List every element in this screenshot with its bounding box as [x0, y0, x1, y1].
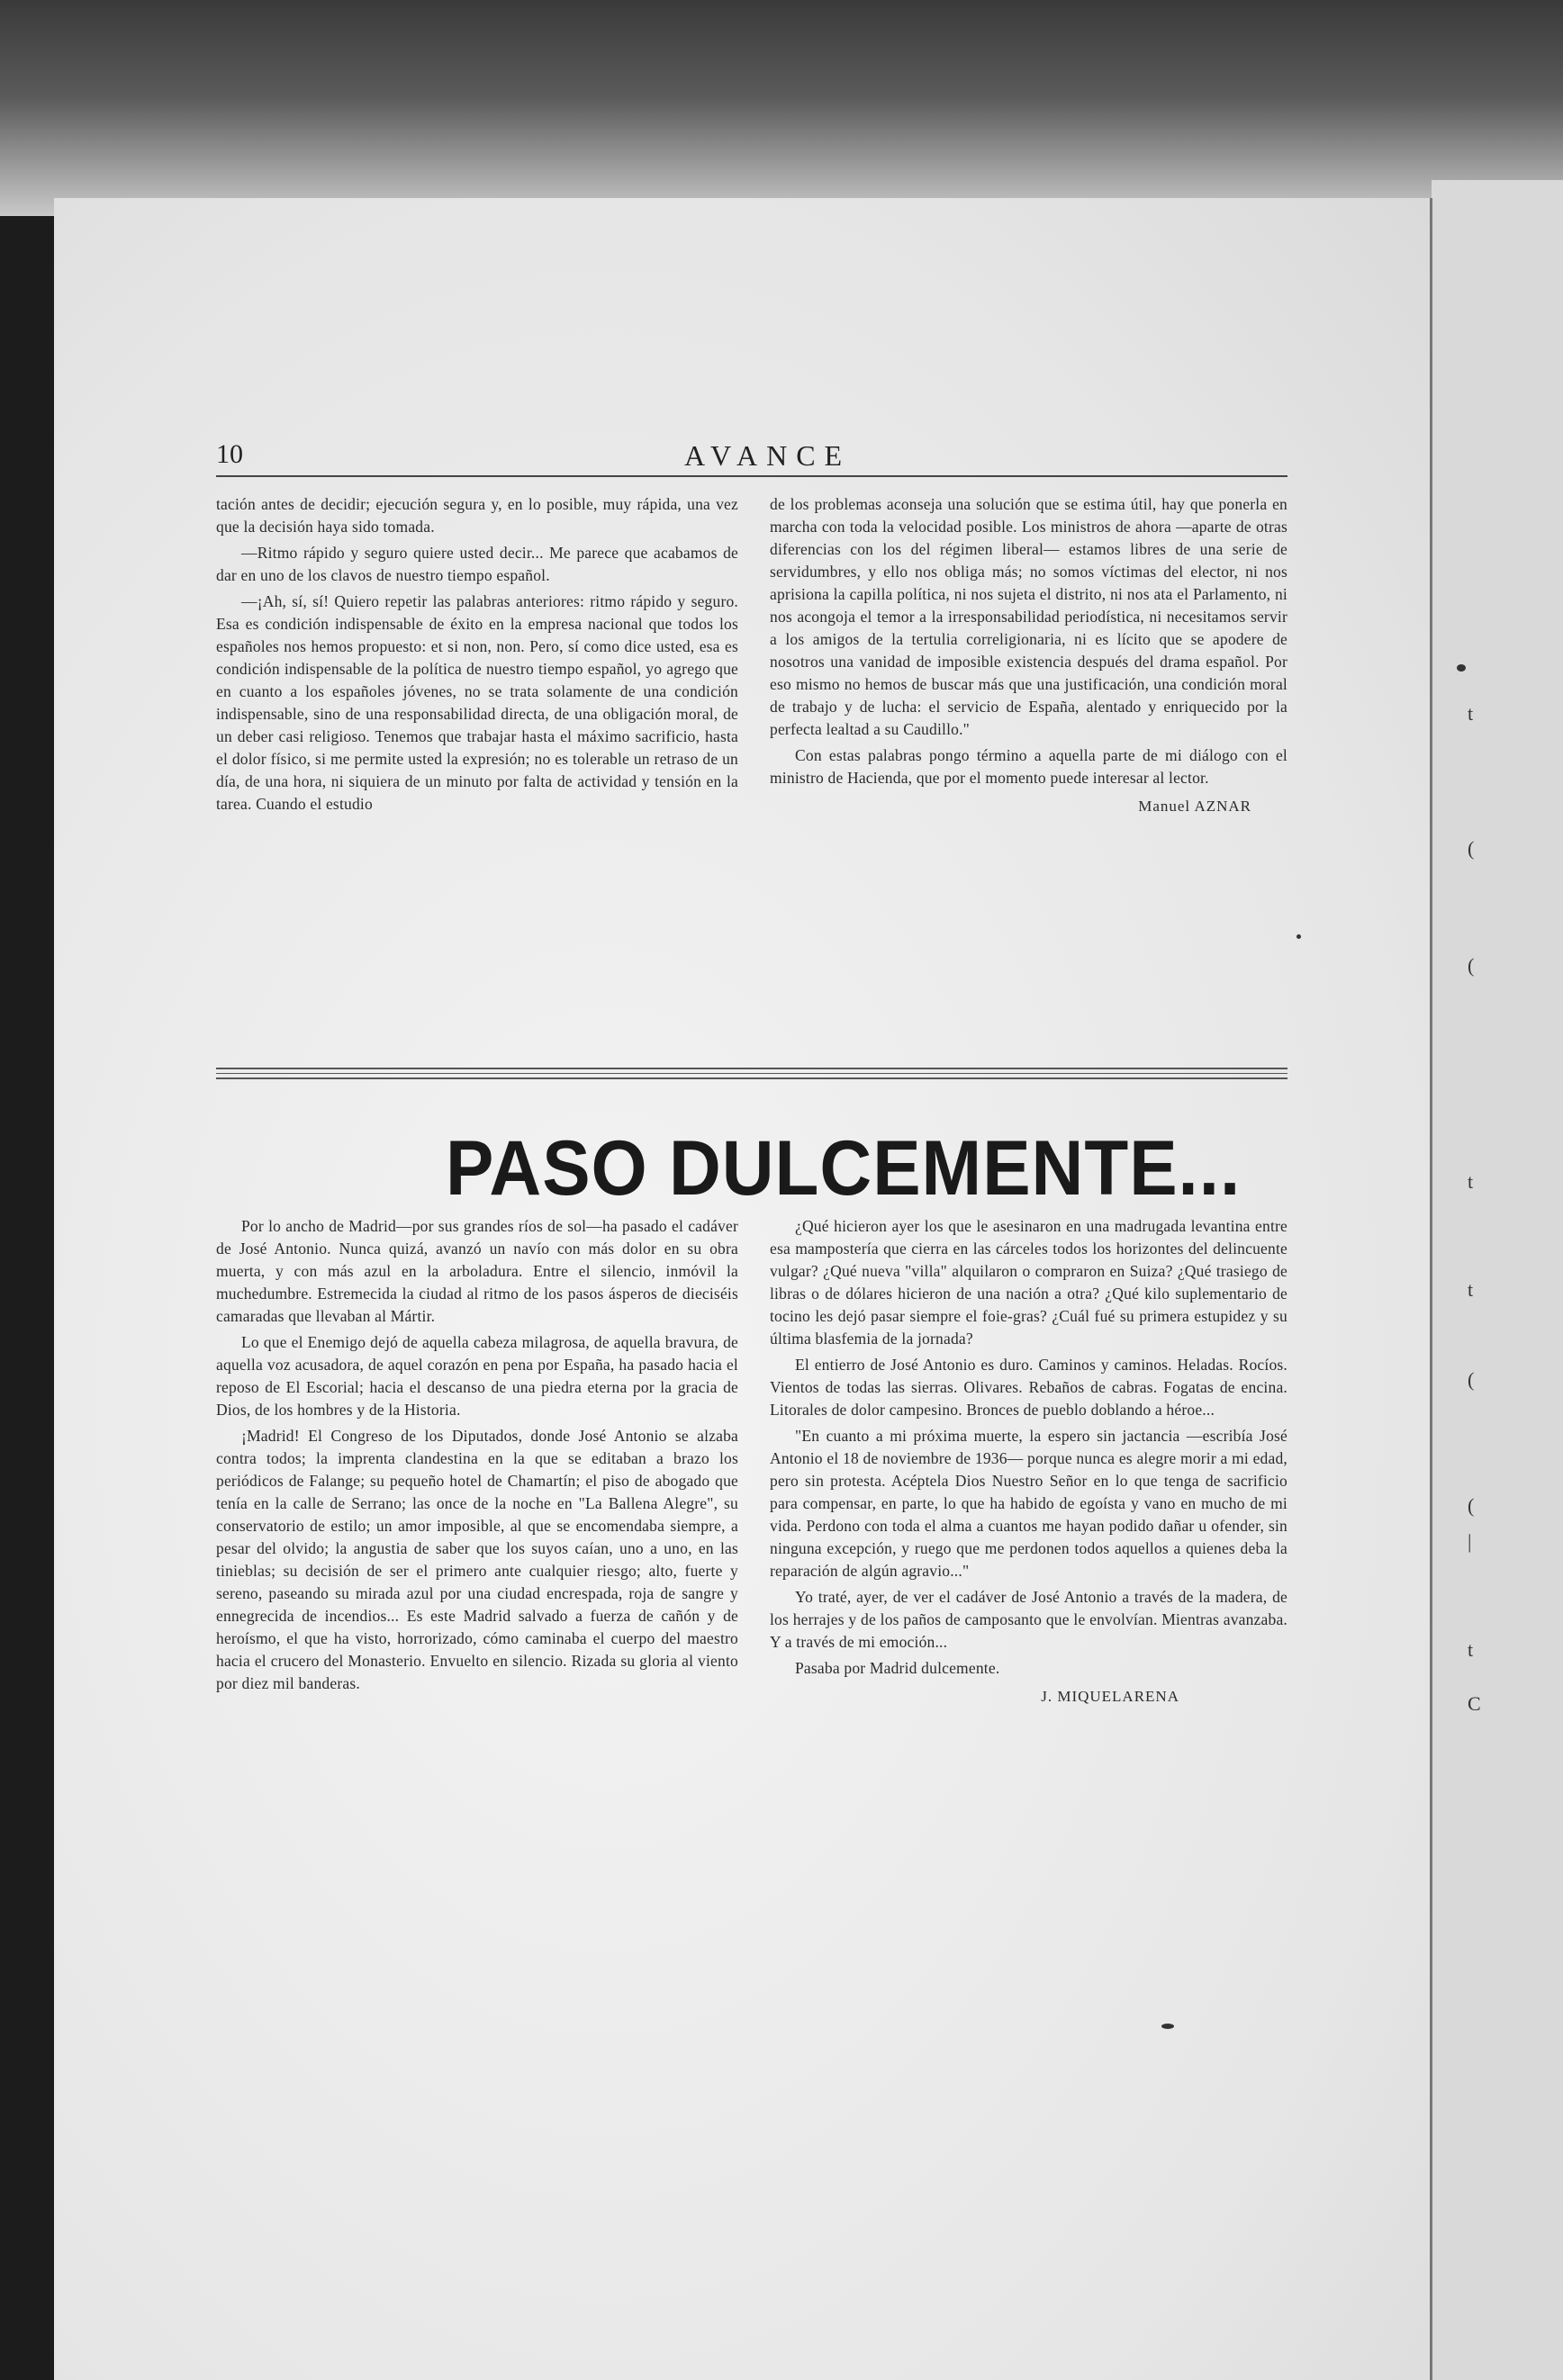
- adjacent-page-text-fragment: [1441, 630, 1549, 1890]
- article1-left-column: [216, 493, 738, 819]
- paragraph: Con estas palabras pongo término a aquella parte de mi diálogo con el ministro de Hacienda, que por el momento puede interesar al lector.: [770, 746, 1287, 787]
- fragment-letter: t: [1468, 702, 1474, 725]
- article2-headline: PASO DULCEMENTE...: [446, 1124, 1242, 1212]
- separator-rule: [216, 1068, 1287, 1069]
- fragment-letter: (: [1468, 837, 1475, 860]
- paragraph: Yo traté, ayer, de ver el cadáver de José Antonio a través de la madera, de los herrajes y de los paños de camposanto que le envolvían. Mientras avanzaba. Y a través de mi emoción...: [770, 1588, 1287, 1651]
- fragment-letter: t: [1468, 1170, 1474, 1193]
- paragraph: Lo que el Enemigo dejó de aquella cabeza milagrosa, de aquella bravura, de aquella voz acusadora, de aquel corazón en pena por España, ha pasado hacia el reposo de El Escorial; hacia el descanso de una piedra eterna por la gracia de Dios, de los hombres y de la Historia.: [216, 1333, 738, 1419]
- fragment-letter: t: [1468, 1278, 1474, 1301]
- paragraph: Por lo ancho de Madrid—por sus grandes ríos de sol—ha pasado el cadáver de José Antonio. Nunca quizá, avanzó un navío con más dolor en su obra muerta, y con más azul en la arboladura. Entre el silencio, inmóvil la muchedumbre. Estremecida la ciudad al ritmo de los pasos ásperos de dieciséis camaradas que llevaban al Mártir.: [216, 1217, 738, 1325]
- article2-right-column: [770, 1215, 1287, 1708]
- article2-signature: J. MIQUELARENA: [1041, 1688, 1179, 1705]
- paragraph: Pasaba por Madrid dulcemente.: [795, 1659, 1000, 1677]
- fragment-letter: C: [1468, 1692, 1481, 1715]
- paragraph: El entierro de José Antonio es duro. Caminos y caminos. Heladas. Rocíos. Vientos de todas las sierras. Olivares. Rebaños de cabras. Fogatas de encina. Litorales de dolor campesino. Bronces de pueblo doblando a héroe...: [770, 1356, 1287, 1419]
- journal-title: AVANCE: [684, 439, 852, 472]
- paragraph: de los problemas aconseja una solución que se estima útil, hay que ponerla en marcha con toda la velocidad posible. Los ministros de ahora —aparte de otras diferencias con los del régimen liberal— estamos libres de una serie de servidumbres, y ello nos obliga más; no somos víctimas del elector, ni nos aprisiona la capilla política, ni nos sujeta el distrito, ni nos ata el Parlamento, ni nos acongoja el temor a la irresponsabilidad periodística, ni necesitamos servir a los amigos de la tertulia correligionaria, ni es lícito que se apodere de nosotros una vanidad de imposible existencia después del drama español. Por eso mismo no hemos de buscar más que una justificación, una condición moral de trabajo y de lucha: el servicio de España, alentado y enriquecido por la perfecta lealtad a su Caudillo.": [770, 495, 1287, 738]
- fragment-letter: t: [1468, 1638, 1474, 1661]
- scan-speck: [1457, 664, 1466, 672]
- fragment-letter: (: [1468, 1494, 1475, 1517]
- separator-rule: [216, 1073, 1287, 1074]
- paragraph: tación antes de decidir; ejecución segura y, en lo posible, muy rápida, una vez que la decisión haya sido tomada.: [216, 495, 738, 536]
- article1-right-column: [770, 493, 1287, 817]
- fragment-letter: (: [1468, 954, 1475, 977]
- header-rule: [216, 475, 1287, 477]
- scan-speck: [1296, 934, 1301, 939]
- paragraph: ¡Madrid! El Congreso de los Diputados, donde José Antonio se alzaba contra todos; la imprenta clandestina en la que se editaban a brazo los periódicos de Falange; su pequeño hotel de Chamartín; el piso de abogado que tenía en la calle de Serrano; las once de la noche en "La Ballena Alegre", su conservatorio de estilo; un amor imposible, al que se encomendaba siempre, a pesar del olvido; la angustia de saber que los suyos caían, uno a uno, en las tinieblas; su decisión de ser el primero ante cualquier riesgo; alto, fuerte y sereno, paseando su mirada azul por una ciudad encrespada, roja de sangre y ennegrecida de incendios... Es este Madrid salvado a fuerza de cañón y de heroísmo, el que ha visto, horrorizado, cómo caminaba el cuerpo del maestro hacia el crucero del Monasterio. Envuelto en silencio. Rizada su gloria al viento por diez mil banderas.: [216, 1427, 738, 1692]
- page-header: [216, 439, 1233, 475]
- scan-top-shadow: [0, 0, 1563, 216]
- fragment-letter: (: [1468, 1368, 1475, 1391]
- article2-left-column: [216, 1215, 738, 1699]
- page-number: 10: [216, 439, 243, 469]
- article1-signature: Manuel AZNAR: [1138, 798, 1251, 815]
- separator-rule: [216, 1077, 1287, 1079]
- paragraph: "En cuanto a mi próxima muerte, la espero sin jactancia —escribía José Antonio el 18 de noviembre de 1936— porque nunca es alegre morir a mi edad, pero sin protesta. Acéptela Dios Nuestro Señor en lo que tenga de sacrificio para compensar, en parte, lo que ha habido de egoísta y vano en mucho de mi vida. Perdono con toda el alma a cuantos me hayan podido dañar u ofender, sin ninguna excepción, y ruego que me perdonen todos aquellos a quienes deba la reparación de algún agravio...": [770, 1427, 1287, 1580]
- fragment-letter: |: [1468, 1530, 1472, 1553]
- paragraph: —¡Ah, sí, sí! Quiero repetir las palabras anteriores: ritmo rápido y seguro. Esa es condición indispensable de éxito en la empresa nacional que todos los españoles nos hemos propuesto: et si non, non. Pero, sí como dice usted, esa es condición indispensable de la política de nuestro tiempo español, yo agrego que en cuanto a los españoles jóvenes, no se trata solamente de una condición indispensable, sino de una responsabilidad directa, de una obligación moral, de un deber casi religioso. Tenemos que trabajar hasta el máximo sacrificio, hasta el dolor físico, si me permite usted la expresión; no es tolerable un retraso de un día, de una hora, ni siquiera de un minuto por falta de actividad y tensión en la tarea. Cuando el estudio: [216, 592, 738, 813]
- paragraph: —Ritmo rápido y seguro quiere usted decir... Me parece que acabamos de dar en uno de los clavos de nuestro tiempo español.: [216, 544, 738, 584]
- scan-speck: [1161, 2024, 1174, 2029]
- paragraph: ¿Qué hicieron ayer los que le asesinaron en una madrugada levantina entre esa mampostería que cierra en las cárceles todos los horizontes del delincuente vulgar? ¿Qué nueva "villa" alquilaron o compraron en Suiza? ¿Qué trasiego de libras o de dólares hicieron de una nación a otra? ¿Qué kilo suplementario de tocino les dejó pasar siempre el foie-gras? ¿Cuál fué su primera estupidez y su última blasfemia de la jornada?: [770, 1217, 1287, 1348]
- page-gutter: [1430, 198, 1432, 2380]
